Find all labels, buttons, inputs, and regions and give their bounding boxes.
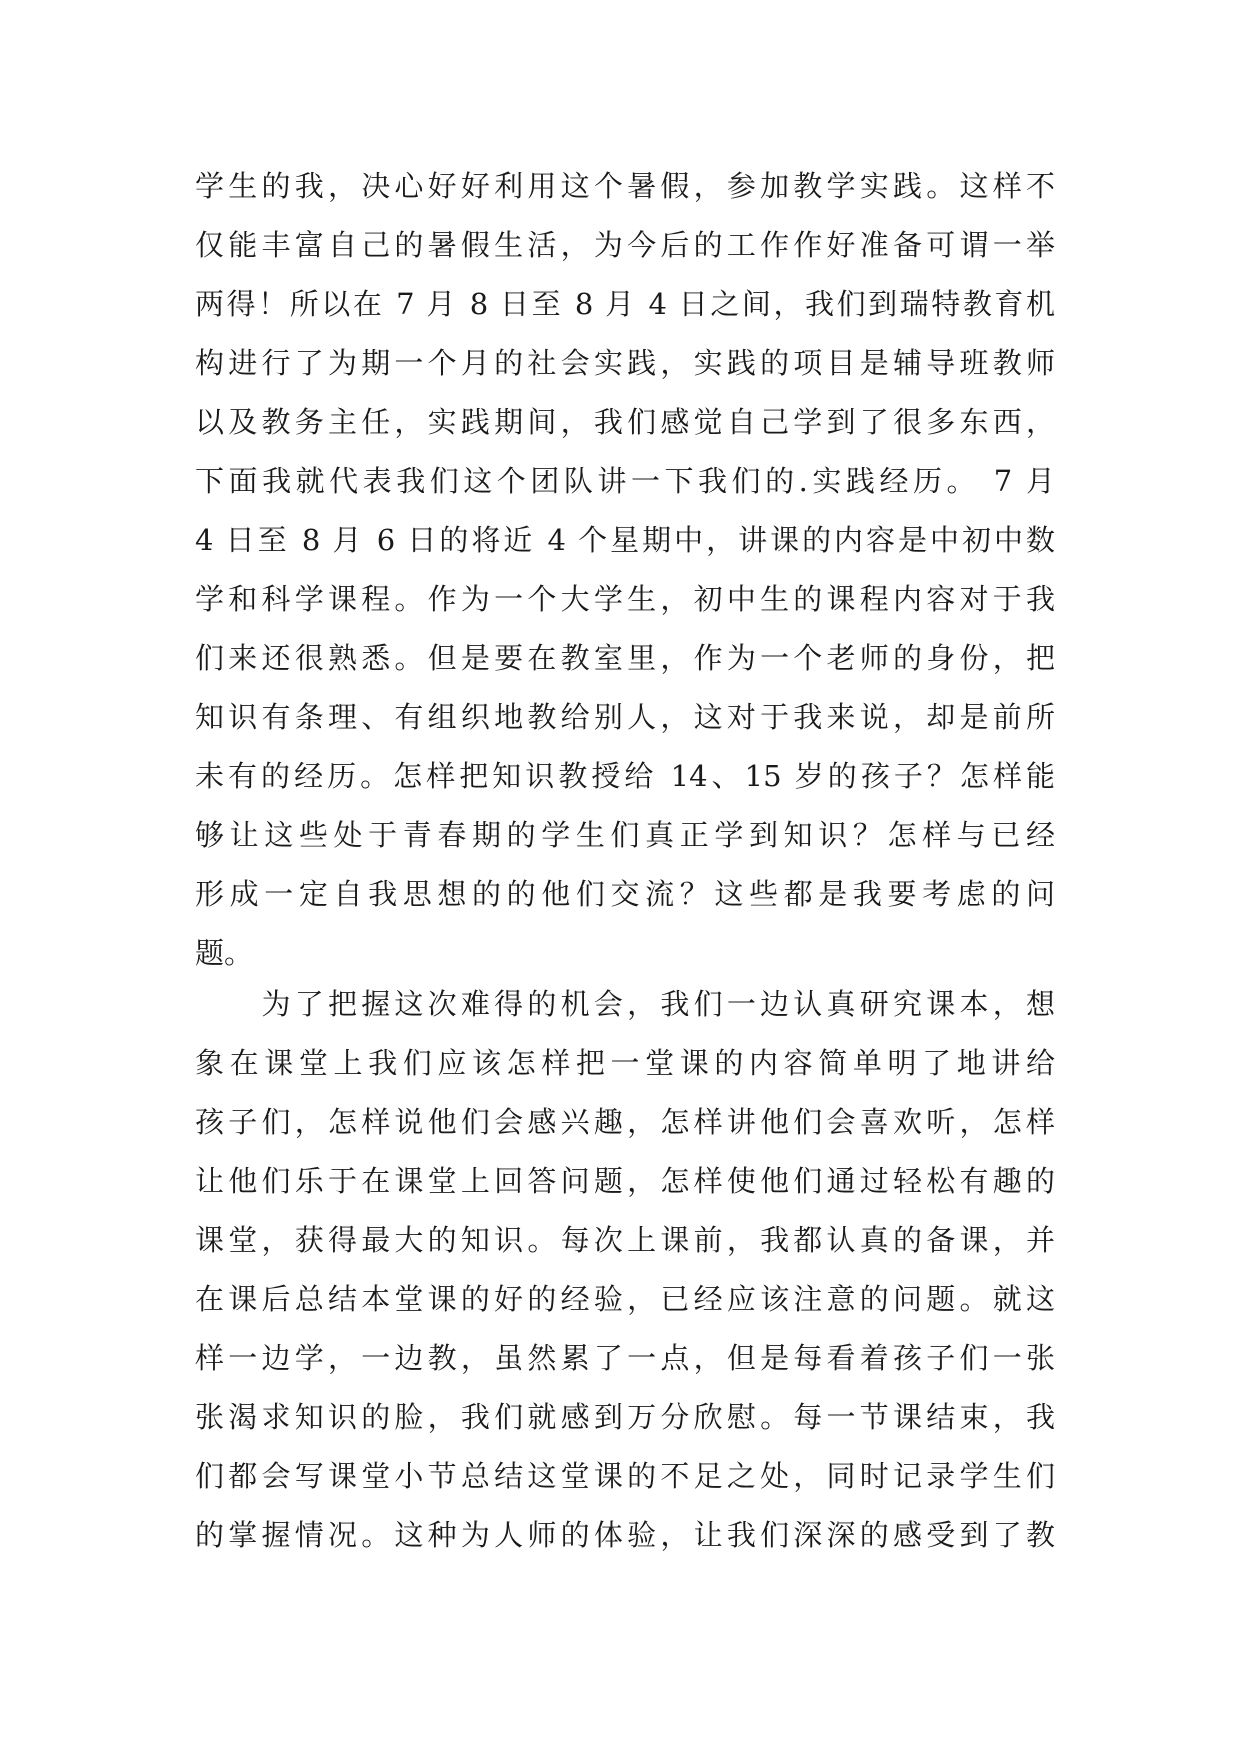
text-line: 构进行了为期一个月的社会实践，实践的项目是辅导班教师 — [195, 346, 1055, 380]
text-line: 下面我就代表我们这个团队讲一下我们的.实践经历。 7 月 — [195, 464, 1055, 498]
text-line: 学生的我，决心好好利用这个暑假，参加教学实践。这样不 — [195, 169, 1055, 203]
text-line: 够让这些处于青春期的学生们真正学到知识？怎样与已经 — [195, 818, 1055, 852]
text-line: 的掌握情况。这种为人师的体验，让我们深深的感受到了教 — [195, 1518, 1055, 1552]
text-line: 样一边学，一边教，虽然累了一点，但是每看着孩子们一张 — [195, 1341, 1055, 1375]
text-line: 课堂，获得最大的知识。每次上课前，我都认真的备课，并 — [195, 1223, 1055, 1257]
text-line: 们来还很熟悉。但是要在教室里，作为一个老师的身份，把 — [195, 641, 1055, 675]
text-line: 在课后总结本堂课的好的经验，已经应该注意的问题。就这 — [195, 1282, 1055, 1316]
text-line: 仅能丰富自己的暑假生活，为今后的工作作好准备可谓一举 — [195, 228, 1055, 262]
text-line: 让他们乐于在课堂上回答问题，怎样使他们通过轻松有趣的 — [195, 1164, 1055, 1198]
text-line: 未有的经历。怎样把知识教授给 14、15 岁的孩子？怎样能 — [195, 759, 1055, 793]
text-line: 两得！所以在 7 月 8 日至 8 月 4 日之间，我们到瑞特教育机 — [195, 287, 1055, 321]
paragraph-1 — [195, 157, 1055, 983]
text-line: 题。 — [195, 936, 254, 970]
text-line: 孩子们，怎样说他们会感兴趣，怎样讲他们会喜欢听，怎样 — [195, 1105, 1055, 1139]
text-line: 4 日至 8 月 6 日的将近 4 个星期中，讲课的内容是中初中数 — [195, 523, 1055, 557]
text-line: 学和科学课程。作为一个大学生，初中生的课程内容对于我 — [195, 582, 1055, 616]
text-line: 以及教务主任，实践期间，我们感觉自己学到了很多东西， — [195, 405, 1055, 439]
text-line: 形成一定自我思想的的他们交流？这些都是我要考虑的问 — [195, 877, 1055, 911]
paragraph-2 — [195, 975, 1055, 1565]
text-line: 们都会写课堂小节总结这堂课的不足之处，同时记录学生们 — [195, 1459, 1055, 1493]
text-line: 知识有条理、有组织地教给别人，这对于我来说，却是前所 — [195, 700, 1055, 734]
text-line: 为了把握这次难得的机会，我们一边认真研究课本，想 — [195, 987, 1055, 1021]
text-line: 张渴求知识的脸，我们就感到万分欣慰。每一节课结束，我 — [195, 1400, 1055, 1434]
text-line: 象在课堂上我们应该怎样把一堂课的内容简单明了地讲给 — [195, 1046, 1055, 1080]
